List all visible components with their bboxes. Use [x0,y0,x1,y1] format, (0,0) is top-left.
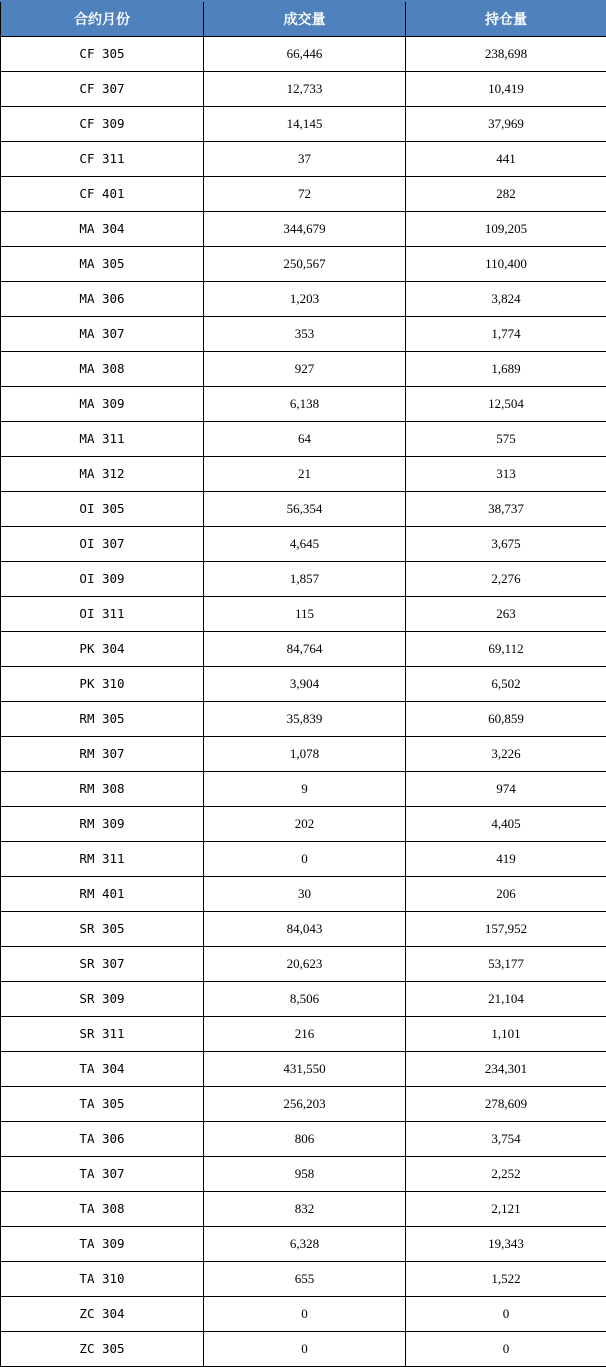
table-row [1,631,606,666]
volume-cell: 431,550 [204,1051,406,1086]
open-interest-cell: 53,177 [406,946,606,981]
table-row [1,1121,606,1156]
open-interest-cell: 1,101 [406,1016,606,1051]
volume-cell: 8,506 [204,981,406,1016]
table-row [1,1156,606,1191]
contract-month-cell: MA 306 [1,281,204,316]
volume-cell: 202 [204,806,406,841]
header-open-interest: 持仓量 [406,1,606,36]
open-interest-cell: 60,859 [406,701,606,736]
contract-month-cell: OI 307 [1,526,204,561]
volume-cell: 14,145 [204,106,406,141]
contract-month-cell: CF 305 [1,36,204,71]
volume-cell: 250,567 [204,246,406,281]
contract-month-cell: TA 306 [1,1121,204,1156]
contract-month-cell: MA 305 [1,246,204,281]
table-row [1,1191,606,1226]
volume-cell: 30 [204,876,406,911]
contract-month-cell: ZC 304 [1,1296,204,1331]
contract-month-cell: RM 305 [1,701,204,736]
open-interest-cell: 3,824 [406,281,606,316]
open-interest-cell: 1,522 [406,1261,606,1296]
contract-month-cell: RM 307 [1,736,204,771]
open-interest-cell: 38,737 [406,491,606,526]
open-interest-cell: 263 [406,596,606,631]
open-interest-cell: 12,504 [406,386,606,421]
table-row [1,701,606,736]
volume-cell: 66,446 [204,36,406,71]
header-contract-month: 合约月份 [1,1,204,36]
volume-cell: 832 [204,1191,406,1226]
volume-cell: 0 [204,1296,406,1331]
table-row [1,526,606,561]
contract-month-cell: RM 311 [1,841,204,876]
table-row [1,351,606,386]
table-row [1,1051,606,1086]
table-row [1,106,606,141]
volume-cell: 84,043 [204,911,406,946]
contract-month-cell: TA 305 [1,1086,204,1121]
table-row [1,911,606,946]
contract-month-cell: ZC 305 [1,1331,204,1366]
open-interest-cell: 234,301 [406,1051,606,1086]
volume-cell: 20,623 [204,946,406,981]
volume-cell: 256,203 [204,1086,406,1121]
contract-month-cell: RM 309 [1,806,204,841]
table-row [1,316,606,351]
contract-month-cell: OI 309 [1,561,204,596]
table-row [1,1331,606,1366]
volume-cell: 4,645 [204,526,406,561]
volume-cell: 64 [204,421,406,456]
contract-month-cell: SR 311 [1,1016,204,1051]
open-interest-cell: 3,675 [406,526,606,561]
table-row [1,211,606,246]
volume-cell: 37 [204,141,406,176]
volume-cell: 9 [204,771,406,806]
open-interest-cell: 206 [406,876,606,911]
open-interest-cell: 109,205 [406,211,606,246]
open-interest-cell: 3,226 [406,736,606,771]
contract-month-cell: OI 305 [1,491,204,526]
volume-cell: 35,839 [204,701,406,736]
table-row [1,71,606,106]
contract-month-cell: PK 304 [1,631,204,666]
contract-month-cell: PK 310 [1,666,204,701]
contract-month-cell: CF 401 [1,176,204,211]
contract-month-cell: MA 304 [1,211,204,246]
contract-month-cell: TA 307 [1,1156,204,1191]
table-row [1,1086,606,1121]
open-interest-cell: 1,774 [406,316,606,351]
contract-month-cell: CF 307 [1,71,204,106]
contract-month-cell: TA 308 [1,1191,204,1226]
volume-cell: 958 [204,1156,406,1191]
contract-month-cell: CF 311 [1,141,204,176]
table-row [1,946,606,981]
table-row [1,1261,606,1296]
volume-cell: 0 [204,1331,406,1366]
volume-cell: 806 [204,1121,406,1156]
open-interest-cell: 10,419 [406,71,606,106]
contract-month-cell: TA 309 [1,1226,204,1261]
open-interest-cell: 1,689 [406,351,606,386]
table-row [1,456,606,491]
contract-month-cell: TA 310 [1,1261,204,1296]
open-interest-cell: 575 [406,421,606,456]
volume-cell: 3,904 [204,666,406,701]
open-interest-cell: 2,276 [406,561,606,596]
volume-cell: 216 [204,1016,406,1051]
contract-month-cell: MA 307 [1,316,204,351]
table-row [1,1226,606,1261]
open-interest-cell: 4,405 [406,806,606,841]
contract-month-cell: SR 309 [1,981,204,1016]
table-row [1,36,606,71]
contract-month-cell: CF 309 [1,106,204,141]
volume-cell: 21 [204,456,406,491]
open-interest-cell: 21,104 [406,981,606,1016]
table-row [1,561,606,596]
open-interest-cell: 282 [406,176,606,211]
open-interest-cell: 6,502 [406,666,606,701]
open-interest-cell: 110,400 [406,246,606,281]
volume-cell: 6,138 [204,386,406,421]
volume-cell: 1,857 [204,561,406,596]
volume-cell: 115 [204,596,406,631]
table-row [1,771,606,806]
open-interest-cell: 441 [406,141,606,176]
contract-month-cell: SR 307 [1,946,204,981]
header-volume: 成交量 [204,1,406,36]
contract-month-cell: SR 305 [1,911,204,946]
volume-cell: 344,679 [204,211,406,246]
table-row [1,491,606,526]
table-row [1,176,606,211]
table-row [1,806,606,841]
table-row [1,1296,606,1331]
contract-month-cell: MA 312 [1,456,204,491]
contract-month-cell: MA 311 [1,421,204,456]
volume-cell: 0 [204,841,406,876]
table-row [1,981,606,1016]
volume-cell: 1,078 [204,736,406,771]
table-row [1,596,606,631]
table-row [1,421,606,456]
contract-month-cell: MA 308 [1,351,204,386]
open-interest-cell: 0 [406,1331,606,1366]
open-interest-cell: 2,252 [406,1156,606,1191]
table-row [1,666,606,701]
open-interest-cell: 157,952 [406,911,606,946]
volume-cell: 927 [204,351,406,386]
contract-month-cell: TA 304 [1,1051,204,1086]
table-row [1,876,606,911]
table-row [1,736,606,771]
open-interest-cell: 2,121 [406,1191,606,1226]
volume-cell: 84,764 [204,631,406,666]
contract-month-cell: MA 309 [1,386,204,421]
table-row [1,141,606,176]
open-interest-cell: 37,969 [406,106,606,141]
open-interest-cell: 19,343 [406,1226,606,1261]
open-interest-cell: 238,698 [406,36,606,71]
table-row [1,246,606,281]
table-row [1,1016,606,1051]
volume-cell: 12,733 [204,71,406,106]
volume-cell: 56,354 [204,491,406,526]
open-interest-cell: 3,754 [406,1121,606,1156]
table-row [1,841,606,876]
contract-month-cell: RM 401 [1,876,204,911]
open-interest-cell: 313 [406,456,606,491]
contract-month-cell: RM 308 [1,771,204,806]
volume-cell: 655 [204,1261,406,1296]
table-row [1,281,606,316]
open-interest-cell: 69,112 [406,631,606,666]
volume-cell: 6,328 [204,1226,406,1261]
open-interest-cell: 0 [406,1296,606,1331]
header-row [1,1,606,36]
open-interest-cell: 278,609 [406,1086,606,1121]
volume-cell: 72 [204,176,406,211]
volume-cell: 1,203 [204,281,406,316]
open-interest-cell: 974 [406,771,606,806]
contract-month-cell: OI 311 [1,596,204,631]
open-interest-cell: 419 [406,841,606,876]
table-row [1,386,606,421]
volume-cell: 353 [204,316,406,351]
